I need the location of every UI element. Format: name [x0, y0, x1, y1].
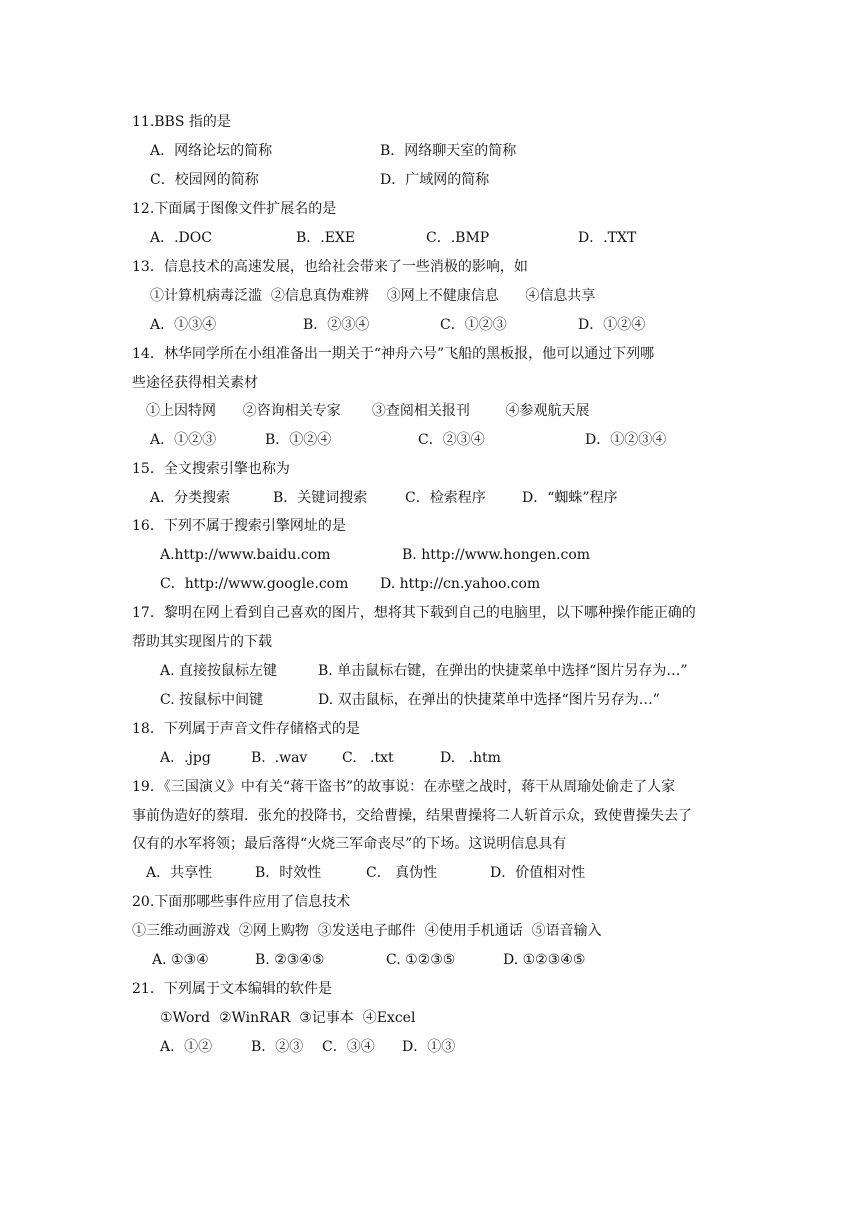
question-12-stem: 12.下面属于图像文件扩展名的是 [132, 201, 337, 217]
question-13-option-c: C．①②③ [440, 317, 507, 333]
question-16-option-c: C．http://www.google.com [160, 576, 349, 592]
question-18-stem: 18．下列属于声音文件存储格式的是 [132, 721, 360, 737]
question-13-stem: 13．信息技术的高速发展，也给社会带来了一些消极的影响，如 [132, 259, 528, 275]
question-19-stem-line1: 19．《三国演义》中有关“蒋干盗书”的故事说：在赤壁之战时，蒋干从周瑜处偷走了人家 [132, 779, 676, 795]
question-14-stem-line2: 些途径获得相关素材 [132, 375, 258, 391]
question-15-stem: 15．全文搜索引擎也称为 [132, 461, 290, 477]
question-19-stem-line3: 仅有的水军将领；最后落得“火烧三军命丧尽”的下场。这说明信息具有 [132, 836, 567, 852]
question-17-stem-line2: 帮助其实现图片的下载 [132, 634, 272, 650]
question-13-items: ①计算机病毒泛滥 ②信息真伪难辨 ③网上不健康信息 ④信息共享 [150, 288, 596, 304]
question-14-option-b: B．①②④ [265, 432, 332, 448]
question-20-option-d: D. ①②③④⑤ [503, 952, 586, 968]
question-11-option-d: D．广域网的简称 [380, 172, 490, 188]
question-15-option-b: B．关键词搜索 [273, 490, 368, 506]
question-21-option-a: A．①② [160, 1039, 213, 1055]
question-17-option-d: D. 双击鼠标，在弹出的快捷菜单中选择“图片另存为…” [318, 692, 660, 708]
question-12-option-c: C．.BMP [426, 230, 490, 246]
question-18-option-d: D. .htm [440, 750, 501, 766]
question-18-option-c: C. .txt [342, 750, 394, 766]
question-21-option-c: C．③④ [322, 1039, 375, 1055]
question-19-option-d: D．价值相对性 [490, 865, 586, 881]
question-14-stem-line1: 14．林华同学所在小组准备出一期关于“神舟六号”飞船的黑板报，他可以通过下列哪 [132, 346, 655, 362]
question-19-option-b: B．时效性 [255, 865, 322, 881]
question-21-option-d: D．①③ [402, 1039, 456, 1055]
question-16-option-a: A.http://www.baidu.com [160, 547, 331, 563]
question-16-stem: 16．下列不属于搜索引擎网址的是 [132, 518, 346, 534]
question-15-option-c: C．检索程序 [405, 490, 486, 506]
question-11-option-b: B．网络聊天室的简称 [380, 143, 517, 159]
question-14-option-c: C．②③④ [418, 432, 485, 448]
question-17-option-c: C. 按鼠标中间键 [160, 692, 264, 708]
question-16-option-b: B. http://www.hongen.com [402, 547, 591, 563]
question-12-option-b: B．.EXE [296, 230, 356, 246]
question-21-option-b: B．②③ [251, 1039, 304, 1055]
question-11-option-a: A．网络论坛的简称 [150, 143, 273, 159]
question-18-option-a: A．.jpg [160, 750, 211, 766]
question-19-option-a: A．共享性 [146, 865, 213, 881]
question-12-option-d: D．.TXT [578, 230, 637, 246]
question-15-option-a: A．分类搜索 [150, 490, 231, 506]
question-21-items: ①Word ②WinRAR ③记事本 ④Excel [160, 1010, 416, 1026]
question-20-option-c: C. ①②③⑤ [386, 952, 456, 968]
question-13-option-d: D．①②④ [578, 317, 646, 333]
question-17-stem-line1: 17．黎明在网上看到自己喜欢的图片，想将其下载到自己的电脑里，以下哪种操作能正确的 [132, 605, 696, 621]
question-19-option-c: C． 真伪性 [366, 865, 438, 881]
question-14-items: ①上因特网 ②咨询相关专家 ③查阅相关报刊 ④参观航天展 [146, 403, 590, 419]
question-21-stem: 21．下列属于文本编辑的软件是 [132, 981, 332, 997]
question-14-option-d: D．①②③④ [585, 432, 667, 448]
question-16-option-d: D. http://cn.yahoo.com [380, 576, 541, 592]
question-13-option-b: B．②③④ [303, 317, 370, 333]
question-13-option-a: A．①③④ [150, 317, 217, 333]
question-11-option-c: C．校园网的简称 [150, 172, 259, 188]
question-18-option-b: B. .wav [251, 750, 308, 766]
question-11-stem: 11.BBS 指的是 [132, 114, 231, 130]
question-20-option-a: A. ①③④ [152, 952, 209, 968]
question-20-stem: 20.下面那哪些事件应用了信息技术 [132, 894, 351, 910]
question-14-option-a: A．①②③ [150, 432, 217, 448]
question-17-option-b: B. 单击鼠标右键，在弹出的快捷菜单中选择“图片另存为…” [318, 663, 688, 679]
question-20-option-b: B. ②③④⑤ [255, 952, 325, 968]
question-19-stem-line2: 事前伪造好的蔡瑁．张允的投降书，交给曹操，结果曹操将二人斩首示众，致使曹操失去了 [132, 808, 692, 824]
question-17-option-a: A. 直接按鼠标左键 [160, 663, 278, 679]
question-12-option-a: A．.DOC [150, 230, 212, 246]
question-20-items: ①三维动画游戏 ②网上购物 ③发送电子邮件 ④使用手机通话 ⑤语音输入 [132, 923, 602, 939]
question-15-option-d: D．“蜘蛛”程序 [522, 490, 618, 506]
